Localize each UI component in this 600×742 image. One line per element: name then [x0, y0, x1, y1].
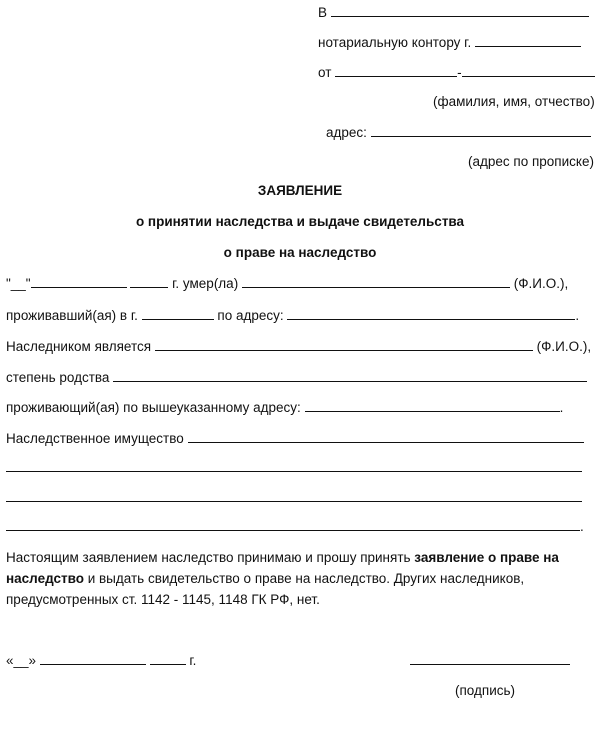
doc-title: ЗАЯВЛЕНИЕ: [257, 183, 343, 198]
living-address-blank[interactable]: [305, 399, 560, 412]
property-blank-line-2[interactable]: [6, 471, 582, 472]
address-line: [326, 124, 591, 141]
address-hint: (адрес по прописке): [468, 154, 594, 169]
office-label: нотариальную контору г.: [318, 35, 472, 50]
footer-date-open: «__»: [6, 653, 37, 668]
from-label: от: [318, 65, 332, 80]
statement-bold-2: наследство: [6, 571, 84, 586]
signature-blank[interactable]: [410, 652, 570, 665]
property-blank-line-3[interactable]: [6, 501, 582, 502]
property-label: Наследственное имущество: [6, 431, 184, 446]
death-month-blank[interactable]: [31, 275, 127, 288]
lived-line: [6, 307, 579, 324]
from-blank-1[interactable]: [335, 64, 457, 77]
footer-year-blank[interactable]: [150, 652, 186, 665]
office-city-blank[interactable]: [475, 34, 581, 47]
footer-date-line: [6, 652, 196, 669]
period-2: .: [559, 400, 564, 415]
property-blank-line-4[interactable]: [6, 518, 580, 531]
statement-paragraph: [6, 547, 586, 610]
to-blank[interactable]: [331, 4, 589, 17]
death-year-blank[interactable]: [130, 275, 168, 288]
date-open: "__": [6, 276, 31, 291]
at-address-label: по адресу:: [217, 308, 284, 323]
fio-hint-2: (Ф.И.О.),: [536, 339, 592, 354]
from-blank-2[interactable]: [462, 64, 595, 77]
to-line: [318, 4, 589, 21]
lived-address-blank[interactable]: [287, 307, 575, 320]
statement-bold-1: заявление о праве на: [414, 550, 559, 565]
name-hint: (фамилия, имя, отчество): [433, 94, 595, 109]
lived-label: проживавший(ая) в г.: [6, 308, 138, 323]
from-dash: -: [457, 65, 462, 80]
to-label: В: [318, 5, 328, 20]
footer-month-blank[interactable]: [40, 652, 146, 665]
heir-name-blank[interactable]: [155, 338, 533, 351]
property-blank[interactable]: [188, 430, 584, 443]
living-line: [6, 399, 563, 416]
lived-city-blank[interactable]: [142, 307, 214, 320]
signature-line: [410, 652, 570, 669]
statement-part-2: и выдать свидетельство о праве на наследство. Других наследников, предусмотренных ст. 1142 - 1145, 1148 ГК РФ, нет.: [6, 571, 525, 607]
period-1: .: [575, 308, 580, 323]
office-line: [318, 34, 581, 51]
kinship-label: степень родства: [6, 370, 110, 385]
period-3: .: [580, 519, 584, 534]
doc-subtitle-2: о праве на наследство: [223, 245, 377, 260]
kinship-blank[interactable]: [113, 369, 587, 382]
address-label: адрес:: [326, 125, 367, 140]
footer-year-suffix: г.: [189, 653, 197, 668]
living-label: проживающий(ая) по вышеуказанному адресу:: [6, 400, 301, 415]
doc-subtitle-1: о принятии наследства и выдаче свидетельства: [135, 214, 465, 229]
statement-part-1: Настоящим заявлением наследство принимаю и прошу принять: [6, 550, 415, 565]
city-died-label: г. умер(ла): [172, 276, 239, 291]
heir-line: [6, 338, 591, 355]
from-line: [318, 64, 595, 81]
property-line-4: [6, 518, 584, 535]
property-line: [6, 430, 584, 447]
address-blank[interactable]: [371, 124, 591, 137]
deceased-name-blank[interactable]: [242, 275, 510, 288]
fio-hint-1: (Ф.И.О.),: [513, 276, 569, 291]
kinship-line: [6, 369, 587, 386]
death-line: [6, 275, 568, 292]
heir-label: Наследником является: [6, 339, 152, 354]
signature-hint: (подпись): [455, 683, 516, 698]
